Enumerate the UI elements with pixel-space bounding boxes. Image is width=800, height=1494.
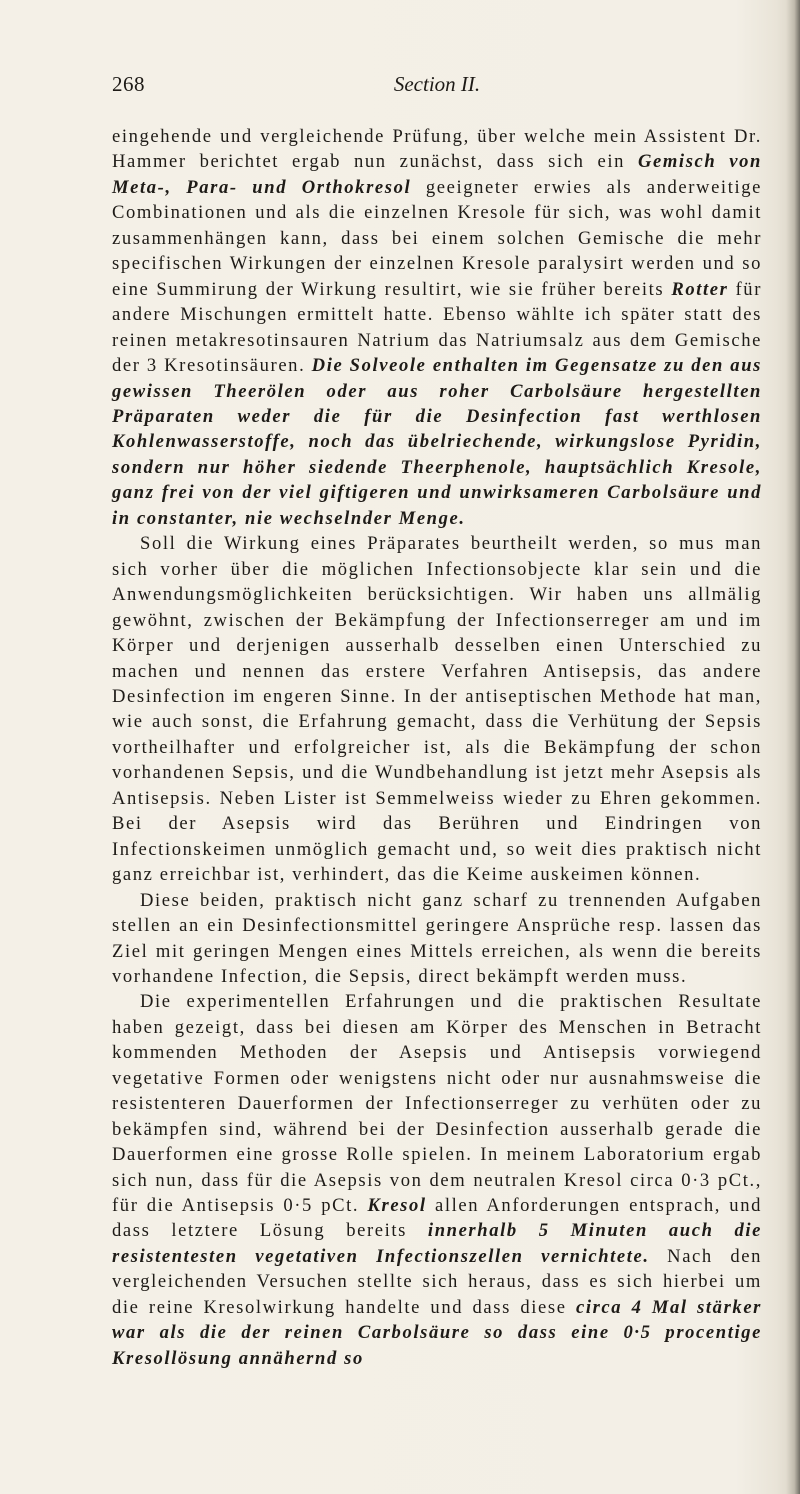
text-segment: Nach den vergleichenden Versuchen stellte sich heraus, dass es sich hierbei um die reine Kresolwirkung handelte und dass diese (112, 1245, 762, 1318)
page-edge-shadow (786, 0, 800, 1494)
paragraph-3 (112, 888, 762, 990)
text-segment: eingehende und vergleichende Prüfung, über welche mein Assistent Dr. Hammer berichtet ergab nun zunächst, dass sich ein (112, 126, 762, 173)
paragraph-4 (112, 989, 762, 1371)
page-header (112, 72, 762, 102)
text-segment: für andere Mischungen ermittelt hatte. Ebenso wählte ich später statt des reinen metakresotinsauren Natrium das Natriumsalz aus dem Gemische der 3 Kresotinsäuren. (112, 278, 762, 377)
text-segment: allen Anforderungen entsprach, und dass letztere Lösung bereits (112, 1195, 762, 1242)
emphasis-segment: Die Solveole enthalten im Gegensatze zu den aus gewissen Theerölen oder aus roher Carbolsäure hergestellten Präparaten weder die für die Desinfection fast werthlosen Kohlenwasserstoffe, noch das übelriechende, wirkungslose Pyridin, sondern nur höher siedende Theerphenole, hauptsächlich Kresole, ganz frei von der viel giftigeren und unwirksameren Carbolsäure und in constanter, nie wechselnder Menge. (112, 355, 762, 529)
paragraph-1 (112, 124, 762, 531)
text-segment: Die experimentellen Erfahrungen und die praktischen Resultate haben gezeigt, dass bei diesen am Körper des Menschen in Betracht kommenden Methoden der Asepsis und Antisepsis vorwiegend vegetative Formen oder wenigstens nicht oder nur ausnahmsweise die resistenteren Dauerformen der Infectionserreger zu verhüten oder zu bekämpfen sind, während bei der Desinfection ausserhalb gerade die Dauerformen eine grosse Rolle spielen. In meinem Laboratorium ergab sich nun, dass für die Asepsis von dem neutralen Kresol circa 0·3 pCt., für die Antisepsis 0·5 pCt. (112, 991, 762, 1217)
text-segment: Soll die Wirkung eines Präparates beurtheilt werden, so mus man sich vorher über die möglichen Infectionsobjecte klar sein und die Anwendungsmöglichkeiten berücksichtigen. Wir haben uns allmälig gewöhnt, zwischen der Bekämpfung der Infectionserreger am und im Körper und derjenigen ausserhalb desselben einen Unterschied zu machen und nennen das erstere Verfahren Antisepsis, das andere Desinfection im engeren Sinne. In der antiseptischen Methode hat man, wie auch sonst, die Erfahrung gemacht, dass die Verhütung der Sepsis vortheilhafter und erfolgreicher ist, als die Bekämpfung der schon vorhandenen Sepsis, und die Wundbehandlung ist jetzt mehr Asepsis als Antisepsis. Neben Lister ist Semmelweiss wieder zu Ehren gekommen. Bei der Asepsis wird das Berühren und Eindringen von Infectionskeimen unmöglich gemacht und, so weit dies praktisch nicht ganz erreichbar ist, verhindert, das die Keime auskeimen können. (112, 533, 762, 886)
running-head: Section II. (393, 72, 481, 96)
emphasis-segment: Rotter (671, 278, 729, 300)
page-number: 268 (112, 72, 145, 96)
emphasis-segment: Gemisch von Meta-, Para- und Orthokresol (112, 151, 762, 198)
body-text (112, 124, 762, 1371)
emphasis-segment: innerhalb 5 Minuten auch die resistentesten vegetativen Infectionszellen vernichtete. (112, 1220, 762, 1267)
paragraph-2 (112, 531, 762, 887)
emphasis-segment: Kresol (367, 1195, 427, 1217)
text-segment: geeigneter erwies als anderweitige Combinationen und als die einzelnen Kresole für sich, was wohl damit zusammenhängen kann, dass bei einem solchen Gemische die mehr specifischen Wirkungen der einzelnen Kresole paralysirt werden und so eine Summirung der Wirkung resultirt, wie sie früher bereits (112, 176, 762, 300)
text-segment: Diese beiden, praktisch nicht ganz scharf zu trennenden Aufgaben stellen an ein Desinfectionsmittel geringere Ansprüche resp. lassen das Ziel mit geringen Mengen eines Mittels erreichen, als wenn die bereits vorhandene Infection, die Sepsis, direct bekämpft werden muss. (112, 889, 762, 987)
emphasis-segment: circa 4 Mal stärker war als die der reinen Carbolsäure so dass eine 0·5 procentige Kresollösung annähernd so (112, 1296, 763, 1369)
